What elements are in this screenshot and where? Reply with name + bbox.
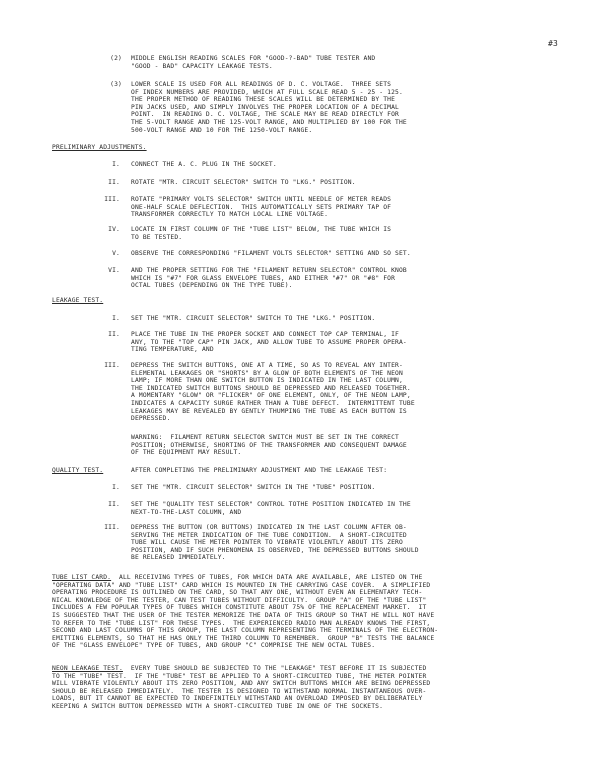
item-text: LOWER SCALE IS USED FOR ALL READINGS OF D. C. VOLTAGE. THREE SETS OF INDEX NUMBERS ARE PROVIDED, WHICH AT FULL SCALE READ 5 - 25 - 125. THE PROPER METHOD OF READING THESE SCALES WILL BE DETERMINED BY THE PIN JACKS USED, AND SIMPLY INVOLVES THE PROPER LOCATION OF A DECIMAL POINT. IN READING D. C. VOLTAGE, THE SCALE MAY BE READ DIRECTLY FOR THE 5-VOLT RANGE AND THE 125-VOLT RANGE, AND MULTIPLIED BY 100 FOR THE 500-VOLT RANGE AND 10 FOR THE 1250-VOLT RANGE. bbox=[131, 81, 407, 134]
item-text: SET THE "MTR. CIRCUIT SELECTOR" SWITCH IN THE "TUBE" POSITION. bbox=[131, 484, 376, 491]
section-heading-tube-list: TUBE LIST CARD. bbox=[52, 574, 112, 581]
item-number: II. bbox=[108, 331, 120, 338]
item-text: SET THE "MTR. CIRCUIT SELECTOR" SWITCH TO THE "LKG." POSITION. bbox=[131, 315, 376, 322]
item-number: II. bbox=[108, 179, 120, 186]
item-number: I. bbox=[112, 315, 120, 322]
item-number: (2) bbox=[110, 55, 122, 62]
item-text: DEPRESS THE SWITCH BUTTONS, ONE AT A TIME, SO AS TO REVEAL ANY INTER- ELEMENTAL LEAKAGES OR "SHORTS" BY A GLOW OF BOTH ELEMENTS OF THE NEON LAMP; IF MORE THAN ONE SWITCH BUTTON IS INDICATED IN THE LAST COLUMN, THE INDICATED SWITCH BUTTONS SHOULD BE DEPRESSED AND RELEASED TOGETHER. A MOMENTARY "GLOW" OR "FLICKER" OF ONE ELEMENT, ONLY, OF THE NEON LAMP, INDICATES A CAPACITY SURGE RATHER THAN A TUBE DEFECT. INTERMITTENT TUBE LEAKAGES MAY BE REVEALED BY GENTLY THUMPING THE TUBE AS EACH BUTTON IS DEPRESSED. bbox=[131, 362, 415, 423]
item-number: I. bbox=[112, 161, 120, 168]
tube-list-paragraph bbox=[52, 574, 572, 650]
neon-text: EVERY TUBE SHOULD BE SUBJECTED TO THE "LEAKAGE" TEST BEFORE IT IS SUBJECTED TO THE "TUBE" TEST. IF THE "TUBE" TEST BE APPLIED TO A SHORT-CIRCUITED TUBE, THE METER POINTER WILL VIBRATE VIOLENTLY ABOUT ITS ZERO POSITION, AND ANY SWITCH BUTTONS WHICH ARE BEING DEPRESSED SHOULD BE RELEASED IMMEDIATELY. THE TESTER IS DESIGNED TO WITHSTAND NORMAL INSTANTANEOUS OVER- LOADS, BUT IT CANNOT BE EXPECTED TO INDEFINITELY WITHSTAND AN OVERLOAD IMPOSED BY DELIBERATELY KEEPING A SWITCH BUTTON DEPRESSED WITH A SHORT-CIRCUITED TUBE IN ONE OF THE SOCKETS. bbox=[52, 665, 431, 710]
neon-paragraph bbox=[52, 665, 572, 711]
item-number: IV. bbox=[108, 226, 120, 233]
section-heading-preliminary: PRELIMINARY ADJUSTMENTS. bbox=[52, 144, 147, 151]
item-number: VI. bbox=[108, 267, 120, 274]
item-number: II. bbox=[108, 501, 120, 508]
item-text: OBSERVE THE CORRESPONDING "FILAMENT VOLTS SELECTOR" SETTING AND SO SET. bbox=[131, 250, 411, 257]
item-text: PLACE THE TUBE IN THE PROPER SOCKET AND CONNECT TOP CAP TERMINAL, IF ANY, TO THE "TOP CAP" PIN JACK, AND ALLOW TUBE TO ASSUME PROPER OPERA- TING TEMPERATURE, AND bbox=[131, 331, 407, 354]
item-text: AND THE PROPER SETTING FOR THE "FILAMENT RETURN SELECTOR" CONTROL KNOB WHICH IS "#7" FOR GLASS ENVELOPE TUBES, AND EITHER "#7" OR "#8" FOR OCTAL TUBES (DEPENDING ON THE TYPE TUBE). bbox=[131, 267, 407, 290]
item-number: III. bbox=[104, 196, 120, 203]
item-number: (3) bbox=[110, 81, 122, 88]
warning-text: WARNING: FILAMENT RETURN SELECTOR SWITCH MUST BE SET IN THE CORRECT POSITION; OTHERWISE, SHORTING OF THE TRANSFORMER AND CONSEQUENT DAMAGE OF THE EQUIPMENT MAY RESULT. bbox=[131, 434, 407, 457]
item-text: DEPRESS THE BUTTON (OR BUTTONS) INDICATED IN THE LAST COLUMN AFTER OB- SERVING THE METER INDICATION OF THE TUBE CONDITION. A SHORT-CIRCUITED TUBE WILL CAUSE THE METER POINTER TO VIBRATE VIOLENTLY ABOUT ITS ZERO POSITION, AND IF SUCH PHENOMENA IS OBSERVED, THE DEPRESSED BUTTONS SHOULD BE RELEASED IMMEDIATELY. bbox=[131, 524, 419, 562]
item-number: I. bbox=[112, 484, 120, 491]
item-number: III. bbox=[104, 362, 120, 369]
item-text: ROTATE "PRIMARY VOLTS SELECTOR" SWITCH UNTIL NEEDLE OF METER READS ONE-HALF SCALE DEFLECTION. THIS AUTOMATICALLY SETS PRIMARY TAP OF TRANSFORMER CORRECTLY TO MATCH LOCAL LINE VOLTAGE. bbox=[131, 196, 392, 219]
item-text: ROTATE "MTR. CIRCUIT SELECTOR" SWITCH TO "LKG." POSITION. bbox=[131, 179, 356, 186]
section-heading-leakage: LEAKAGE TEST. bbox=[52, 297, 104, 304]
tube-list-text: ALL RECEIVING TYPES OF TUBES, FOR WHICH DATA ARE AVAILABLE, ARE LISTED ON THE "OPERATING DATA" AND "TUBE LIST" CARD WHICH IS MOUNTED IN THE CARRYING CASE COVER. A SIMPLIFIED OPERATING PROCEDURE IS OUTLINED ON THE CARD, SO THAT ANY ONE, WITHOUT EVEN AN ELEMENTARY TECH- NICAL KNOWLEDGE OF THE TESTER, CAN TEST TUBES WITHOUT DIFFICULTY. GROUP "A" OF THE "TUBE LIST" INCLUDES A FEW POPULAR TYPES OF TUBES WHICH CONSTITUTE ABOUT 75% OF THE REPLACEMENT MARKET. IT IS SUGGESTED THAT THE USER OF THE TESTER MEMORIZE THE DATA OF THIS GROUP SO THAT HE WILL NOT HAVE TO REFER TO THE "TUBE LIST" FOR THESE TYPES. THE EXPERIENCED RADIO MAN ALREADY KNOWS THE FIRST, SECOND AND LAST COLUMNS OF THIS GROUP, THE LAST COLUMN REPRESENTING THE TERMINALS OF THE ELECTRON- EMITTING ELEMENTS, SO THAT HE HAS ONLY THE THIRD COLUMN TO REMEMBER. GROUP "B" TESTS THE BALANCE OF THE "GLASS ENVELOPE" TYPE OF TUBES, AND GROUP "C" COMPRISE THE NEW OCTAL TUBES. bbox=[52, 574, 439, 650]
item-text: CONNECT THE A. C. PLUG IN THE SOCKET. bbox=[131, 161, 277, 168]
section-heading-quality: QUALITY TEST. bbox=[52, 467, 104, 474]
item-number: V. bbox=[112, 250, 120, 257]
item-text: SET THE "QUALITY TEST SELECTOR" CONTROL TOTHE POSITION INDICATED IN THE NEXT-TO-THE-LAST COLUMN, AND bbox=[131, 501, 411, 516]
item-text: LOCATE IN FIRST COLUMN OF THE "TUBE LIST" BELOW, THE TUBE WHICH IS TO BE TESTED. bbox=[131, 226, 392, 241]
item-text: MIDDLE ENGLISH READING SCALES FOR "GOOD-?-BAD" TUBE TESTER AND "GOOD - BAD" CAPACITY LEAKAGE TESTS. bbox=[131, 55, 376, 70]
page-number: #3 bbox=[548, 39, 558, 48]
quality-intro: AFTER COMPLETING THE PRELIMINARY ADJUSTMENT AND THE LEAKAGE TEST: bbox=[131, 467, 388, 474]
item-number: III. bbox=[104, 524, 120, 531]
section-heading-neon: NEON LEAKAGE TEST. bbox=[52, 665, 123, 672]
